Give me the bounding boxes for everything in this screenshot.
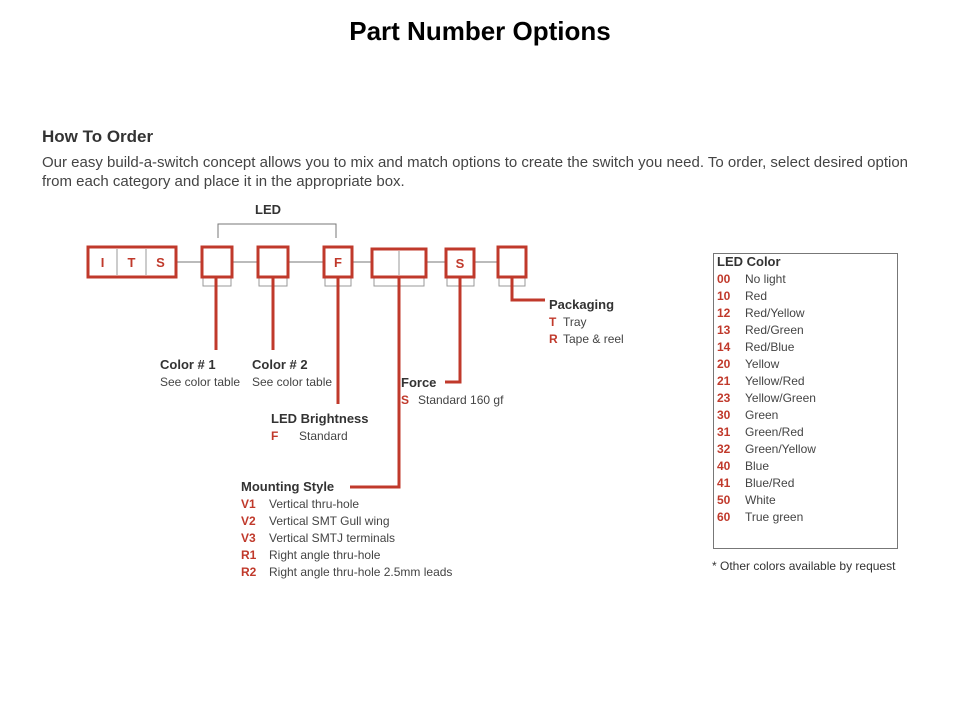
packaging-option-tray xyxy=(549,314,587,331)
led-color-code: 20 xyxy=(717,357,731,371)
led-color-row xyxy=(717,323,804,337)
led-color-code: 00 xyxy=(717,272,731,286)
mounting-option-code: V1 xyxy=(241,497,256,511)
led-color-code: 41 xyxy=(717,476,731,490)
led-color-name: True green xyxy=(745,510,804,524)
brightness-option-code: F xyxy=(271,429,279,443)
page-title: Part Number Options xyxy=(349,16,611,46)
led-color-name: Green xyxy=(745,408,779,422)
led-color-code: 31 xyxy=(717,425,731,439)
led-color-name: Green/Yellow xyxy=(745,442,816,456)
led-color-row xyxy=(717,306,805,320)
led-color-table xyxy=(713,253,898,549)
led-color-code: 40 xyxy=(717,459,731,473)
mounting-option-text: Vertical thru-hole xyxy=(269,497,360,511)
packaging-option-text: Tray xyxy=(563,315,587,329)
mounting-option-text: Vertical SMT Gull wing xyxy=(269,514,390,528)
brightness-option xyxy=(271,428,348,445)
led-color-code: 50 xyxy=(717,493,731,507)
mounting-option-code: V3 xyxy=(241,531,256,545)
led-color-name: Yellow/Green xyxy=(745,391,816,405)
color1-box xyxy=(202,247,232,277)
led-bracket xyxy=(218,224,336,238)
packaging-option-reel xyxy=(549,331,624,348)
led-color-row xyxy=(717,374,805,388)
packaging-label: Packaging xyxy=(549,297,615,312)
led-color-name: Red xyxy=(745,289,768,303)
brightness-label: LED Brightness xyxy=(271,411,369,426)
led-color-row xyxy=(717,357,779,371)
led-color-name: Yellow/Red xyxy=(745,374,805,388)
led-color-row xyxy=(717,510,803,524)
led-color-name: Yellow xyxy=(745,357,780,371)
mounting-option xyxy=(241,530,395,547)
led-color-code: 13 xyxy=(717,323,731,337)
mounting-option-text: Right angle thru-hole 2.5mm leads xyxy=(269,565,453,579)
force-option xyxy=(401,392,503,409)
led-color-row xyxy=(717,425,804,439)
led-color-name: Red/Yellow xyxy=(745,306,805,320)
led-color-name: Blue/Red xyxy=(745,476,795,490)
brightness-box-code: F xyxy=(334,255,342,270)
force-leader xyxy=(445,277,460,382)
led-color-name: Green/Red xyxy=(745,425,804,439)
color2-label: Color # 2 xyxy=(252,357,308,372)
led-color-code: 12 xyxy=(717,306,731,320)
mounting-option-text: Vertical SMTJ terminals xyxy=(269,531,396,545)
how-to-order-text: Our easy build-a-switch concept allows you to mix and match options to create the switch you need. To order, select desired option from each category and place it in the appropriate box. xyxy=(42,154,909,190)
led-color-name: Blue xyxy=(745,459,770,473)
led-color-row xyxy=(717,442,816,456)
led-color-code: 60 xyxy=(717,510,731,524)
prefix-letter-1: I xyxy=(100,255,105,270)
mounting-option xyxy=(241,547,380,564)
led-label: LED xyxy=(255,202,281,217)
led-color-row xyxy=(717,289,767,303)
led-color-heading: LED Color xyxy=(717,254,781,269)
led-color-row xyxy=(717,340,794,354)
mounting-option xyxy=(241,513,390,530)
packaging-option-code: T xyxy=(549,315,557,329)
led-color-code: 21 xyxy=(717,374,731,388)
mounting-option xyxy=(241,564,452,581)
color1-label: Color # 1 xyxy=(160,357,216,372)
led-color-row xyxy=(717,391,816,405)
mounting-option-code: V2 xyxy=(241,514,256,528)
force-box-code: S xyxy=(455,256,465,271)
color2-box xyxy=(258,247,288,277)
led-color-row xyxy=(717,493,776,507)
how-to-order-heading: How To Order xyxy=(42,127,154,146)
packaging-option-text: Tape & reel xyxy=(563,332,624,346)
led-color-code: 14 xyxy=(717,340,731,354)
led-color-row xyxy=(717,408,778,422)
led-color-code: 30 xyxy=(717,408,731,422)
force-option-text: Standard 160 gf xyxy=(418,393,504,407)
mounting-option-text: Right angle thru-hole xyxy=(269,548,381,562)
led-color-name: Red/Blue xyxy=(745,340,795,354)
prefix-letter-2: T xyxy=(127,255,136,270)
force-option-code: S xyxy=(401,393,410,407)
led-color-row xyxy=(717,459,769,473)
led-color-name: Red/Green xyxy=(745,323,804,337)
led-color-row xyxy=(717,476,794,490)
color1-desc: See color table xyxy=(160,375,241,389)
brightness-option-text: Standard xyxy=(299,429,348,443)
led-color-code: 23 xyxy=(717,391,731,405)
mounting-option-code: R2 xyxy=(241,565,257,579)
color2-desc: See color table xyxy=(252,375,333,389)
mounting-option-code: R1 xyxy=(241,548,257,562)
led-color-name: No light xyxy=(745,272,786,286)
led-color-code: 32 xyxy=(717,442,731,456)
led-color-note: * Other colors available by request xyxy=(712,559,896,573)
led-color-row xyxy=(717,272,786,286)
mounting-leader xyxy=(350,277,399,487)
packaging-option-code: R xyxy=(549,332,558,346)
led-color-name: White xyxy=(745,493,776,507)
mounting-label: Mounting Style xyxy=(241,479,335,494)
mounting-option xyxy=(241,496,359,513)
led-color-code: 10 xyxy=(717,289,731,303)
prefix-letter-3: S xyxy=(156,255,165,270)
packaging-box xyxy=(498,247,526,277)
force-label: Force xyxy=(401,375,437,390)
